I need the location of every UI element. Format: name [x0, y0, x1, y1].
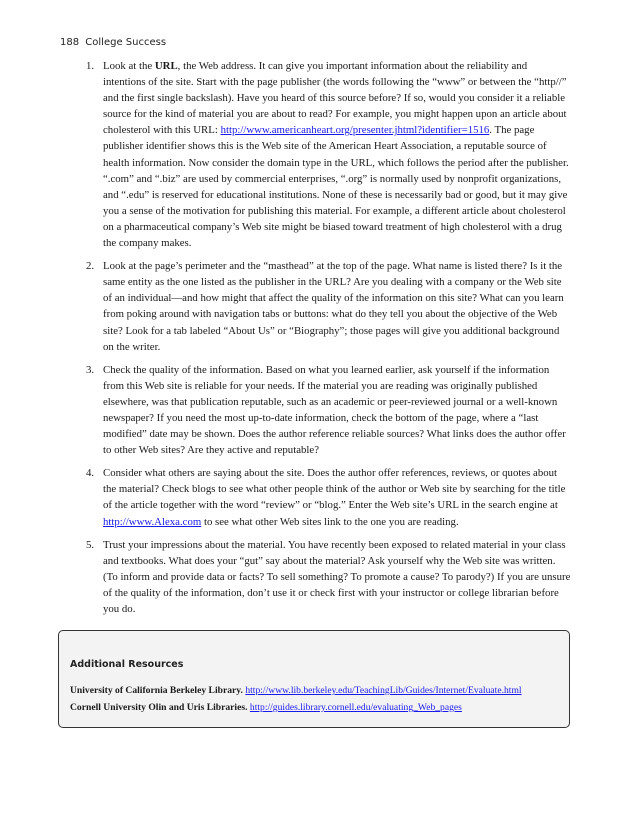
list-item — [86, 362, 571, 459]
list-item — [86, 465, 571, 529]
item-number: 2. — [86, 260, 95, 273]
resource-item — [70, 685, 566, 697]
item-text: Check the quality of the information. Based on what you learned earlier, ask yourself if the information from this Web site is reliable for your needs. If the material you are reading was originally published elsewhere, was that publication reputable, such as an academic or peer-reviewed journal or a well-known newspaper? If you need the most up-to-date information, check the bottom of the page, where a “last modified” date may be shown. Does the author reference reliable sources? What links does the author offer to other Web sites? Are they active and reputable? — [103, 363, 566, 457]
resource-label: Cornell University Olin and Uris Libraries. — [70, 702, 248, 713]
item-text: to see what other Web sites link to the one you are reading. — [201, 515, 459, 528]
item-text: Trust your impressions about the material. You have recently been exposed to related material in your class and textbooks. What does your “gut” say about the material? Ask yourself why the Web site was written. (To inform and provide data or facts? To sell something? To promote a cause? To parody?) If you are unsure of the quality of the information, don’t use it or check first with your instructor or college librarian before you do. — [103, 538, 571, 615]
evaluation-steps-list — [86, 58, 571, 624]
page-number: 188 — [60, 37, 80, 48]
resource-label: University of California Berkeley Library. — [70, 685, 243, 696]
list-item — [86, 58, 571, 251]
alexa-link[interactable]: http://www.Alexa.com — [103, 515, 202, 528]
american-heart-link[interactable]: http://www.americanheart.org/presenter.jhtml?identifier=1516 — [220, 124, 490, 137]
item-number: 4. — [86, 467, 95, 480]
item-text: . The page publisher identifier shows this is the Web site of the American Heart Association, a reputable source of health information. Now consider the domain type in the URL, which follows the period after the publisher. “.com” and “.biz” are used by commercial enterprises, “.org” is normally used by nonprofit organizations, and “.edu” is reserved for educational institutions. None of these is necessarily bad or good, but it may give you a sense of the motivation for publishing this material. For example, a different article about cholesterol on a pharmaceutical company’s Web site might be biased toward treatment of high cholesterol with a drug the company makes. — [103, 124, 569, 250]
item-text: Look at the — [103, 60, 155, 72]
list-item — [86, 537, 571, 617]
item-text: , the Web address. It can give you important information about the reliability and intentions of the site. Start with the page publisher (the words following the “www” or between the “http//” and the first single backslash). Have you heard of this source before? If so, would you consider it a reliable source for the kind of material you are about to read? For example, you might happen upon an article about cholesterol with this URL: — [103, 60, 567, 137]
running-header — [60, 37, 166, 48]
cornell-library-link[interactable]: http://guides.library.cornell.edu/evaluating_Web_pages — [249, 702, 462, 713]
item-number: 5. — [86, 538, 95, 551]
item-text: Consider what others are saying about the site. Does the author offer references, reviews, or quotes about the material? Check blogs to see what other people think of the author or Web site by searching for the title of the article together with the word “review” or “blog.” Enter the Web site’s URL in the search engine at — [103, 467, 566, 512]
resource-item — [70, 702, 566, 714]
item-text: Look at the page’s perimeter and the “masthead” at the top of the page. What name is listed there? Is it the same entity as the one listed as the publisher in the URL? Are you dealing with a company or the Web site of an individual—and how might that affect the quality of the information on this site? What can you learn from poking around with navigation tabs or buttons: what do they tell you about the objective of the Web site? Look for a tab labeled “About Us” or “Biography”; those pages will give you additional background on the writer. — [103, 260, 564, 353]
item-number: 1. — [86, 60, 95, 72]
list-item — [86, 258, 571, 355]
item-number: 3. — [86, 363, 95, 376]
book-title: College Success — [85, 37, 167, 48]
url-term: URL — [154, 60, 178, 72]
berkeley-library-link[interactable]: http://www.lib.berkeley.edu/TeachingLib/Guides/Internet/Evaluate.html — [245, 685, 522, 696]
resources-title: Additional Resources — [70, 659, 184, 670]
additional-resources-box — [58, 630, 570, 728]
